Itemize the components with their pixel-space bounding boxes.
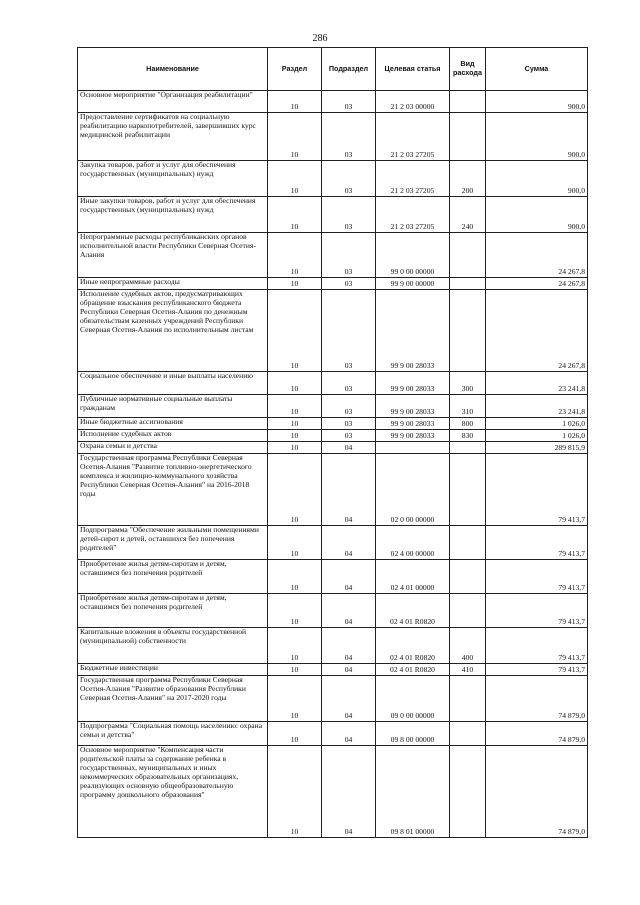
row-section: 10 [268, 372, 322, 395]
row-name: Непрограммные расходы республиканских органов исполнительной власти Республики Северная Осетия-Алания [78, 233, 268, 278]
row-section: 10 [268, 442, 322, 454]
row-expense-type [450, 290, 486, 372]
table-row [78, 278, 588, 290]
row-expense-type: 410 [450, 664, 486, 676]
row-section: 10 [268, 395, 322, 418]
row-target: 21 2 03 27205 [376, 197, 450, 233]
table-row [78, 664, 588, 676]
header-target: Целевая статья [376, 48, 450, 91]
row-section: 10 [268, 91, 322, 113]
table-row [78, 526, 588, 560]
row-subsection: 03 [322, 418, 376, 430]
row-target: 02 4 00 00000 [376, 526, 450, 560]
row-subsection: 04 [322, 594, 376, 628]
row-expense-type: 400 [450, 628, 486, 664]
row-amount: 24 267,8 [486, 290, 588, 372]
row-section: 10 [268, 430, 322, 442]
row-expense-type: 830 [450, 430, 486, 442]
row-target: 02 4 01 00000 [376, 560, 450, 594]
row-target: 99 9 00 28033 [376, 290, 450, 372]
row-name: Приобретение жилья детям-сиротам и детям, оставшимся без попечения родителей [78, 560, 268, 594]
row-amount: 900,0 [486, 197, 588, 233]
table-row [78, 290, 588, 372]
table-row [78, 454, 588, 526]
row-amount: 289 815,9 [486, 442, 588, 454]
row-amount: 79 413,7 [486, 628, 588, 664]
row-subsection: 04 [322, 628, 376, 664]
row-expense-type [450, 526, 486, 560]
row-name: Закупка товаров, работ и услуг для обеспечения государственных (муниципальных) нужд [78, 161, 268, 197]
row-section: 10 [268, 233, 322, 278]
header-name: Наименование [78, 48, 268, 91]
row-subsection: 03 [322, 161, 376, 197]
row-section: 10 [268, 722, 322, 746]
row-expense-type [450, 278, 486, 290]
row-target: 99 9 00 00000 [376, 278, 450, 290]
row-subsection: 04 [322, 454, 376, 526]
row-expense-type [450, 746, 486, 838]
row-section: 10 [268, 290, 322, 372]
row-section: 10 [268, 454, 322, 526]
table-row [78, 442, 588, 454]
row-target: 99 0 00 00000 [376, 233, 450, 278]
row-section: 10 [268, 676, 322, 722]
row-section: 10 [268, 113, 322, 161]
table-row [78, 372, 588, 395]
row-expense-type [450, 560, 486, 594]
row-expense-type [450, 676, 486, 722]
row-subsection: 04 [322, 722, 376, 746]
row-name: Иные непрограммные расходы [78, 278, 268, 290]
row-target: 21 2 03 27205 [376, 113, 450, 161]
row-amount: 79 413,7 [486, 454, 588, 526]
row-name: Охрана семьи и детства [78, 442, 268, 454]
row-section: 10 [268, 560, 322, 594]
row-amount: 23 241,8 [486, 395, 588, 418]
table-row [78, 395, 588, 418]
row-target: 02 4 01 R0820 [376, 664, 450, 676]
row-amount: 74 879,0 [486, 746, 588, 838]
budget-table [77, 47, 588, 838]
row-section: 10 [268, 161, 322, 197]
row-subsection: 04 [322, 676, 376, 722]
row-subsection: 04 [322, 526, 376, 560]
row-name: Социальное обеспечение и иные выплаты населению [78, 372, 268, 395]
row-amount: 900,0 [486, 113, 588, 161]
row-subsection: 04 [322, 560, 376, 594]
table-row [78, 746, 588, 838]
row-name: Подпрограмма "Обеспечение жильными помещениями детей-сирот и детей, оставшихся без попечения родителей" [78, 526, 268, 560]
row-amount: 24 267,8 [486, 278, 588, 290]
row-subsection: 03 [322, 91, 376, 113]
row-amount: 1 026,0 [486, 430, 588, 442]
table-row [78, 113, 588, 161]
row-name: Бюджетные инвестиции [78, 664, 268, 676]
row-name: Предоставление сертификатов на социальную реабилитацию наркопотребителей, завершивших курс медицинской реабилитации [78, 113, 268, 161]
table-row [78, 161, 588, 197]
row-section: 10 [268, 418, 322, 430]
row-expense-type: 310 [450, 395, 486, 418]
row-expense-type [450, 454, 486, 526]
row-subsection: 03 [322, 430, 376, 442]
row-target: 21 2 03 27205 [376, 161, 450, 197]
row-target: 99 9 00 28033 [376, 372, 450, 395]
table-row [78, 418, 588, 430]
row-expense-type [450, 442, 486, 454]
row-name: Приобретение жилья детям-сиротам и детям, оставшимся без попечения родителей [78, 594, 268, 628]
row-target [376, 442, 450, 454]
row-name: Публичные нормативные социальные выплаты гражданам [78, 395, 268, 418]
row-target: 99 9 00 28033 [376, 395, 450, 418]
row-subsection: 03 [322, 278, 376, 290]
row-amount: 900,0 [486, 91, 588, 113]
row-subsection: 03 [322, 233, 376, 278]
row-amount: 23 241,8 [486, 372, 588, 395]
row-target: 09 8 00 00000 [376, 722, 450, 746]
header-amount: Сумма [486, 48, 588, 91]
row-name: Иные бюджетные ассигнования [78, 418, 268, 430]
row-expense-type [450, 113, 486, 161]
row-amount: 1 026,0 [486, 418, 588, 430]
row-target: 09 0 00 00000 [376, 676, 450, 722]
row-name: Подпрограмма "Социальная помощь населению: охрана семьи и детства" [78, 722, 268, 746]
row-subsection: 03 [322, 290, 376, 372]
table-header-row [78, 48, 588, 91]
row-section: 10 [268, 278, 322, 290]
row-expense-type: 800 [450, 418, 486, 430]
row-expense-type: 240 [450, 197, 486, 233]
table-body [78, 91, 588, 838]
row-subsection: 04 [322, 664, 376, 676]
row-name: Государственная программа Республики Северная Осетия-Алания "Развитие образования Республики Северная Осетия-Алания" на 2017-2020 годы [78, 676, 268, 722]
row-expense-type: 300 [450, 372, 486, 395]
row-name: Капитальные вложения в объекты государственной (муниципальной) собственности [78, 628, 268, 664]
table-row [78, 430, 588, 442]
page-number: 286 [312, 33, 328, 44]
table-row [78, 197, 588, 233]
row-target: 99 9 00 28033 [376, 418, 450, 430]
row-subsection: 03 [322, 372, 376, 395]
row-amount: 79 413,7 [486, 594, 588, 628]
row-target: 02 4 01 R0820 [376, 594, 450, 628]
table-row [78, 233, 588, 278]
row-target: 99 9 00 28033 [376, 430, 450, 442]
row-section: 10 [268, 526, 322, 560]
row-amount: 79 413,7 [486, 664, 588, 676]
row-amount: 79 413,7 [486, 526, 588, 560]
row-expense-type [450, 594, 486, 628]
row-section: 10 [268, 628, 322, 664]
row-section: 10 [268, 594, 322, 628]
row-amount: 24 267,8 [486, 233, 588, 278]
row-target: 21 2 03 00000 [376, 91, 450, 113]
table-row [78, 628, 588, 664]
row-amount: 900,0 [486, 161, 588, 197]
table-row [78, 676, 588, 722]
header-expense-type: Вид расхода [450, 48, 486, 91]
table-row [78, 594, 588, 628]
row-section: 10 [268, 197, 322, 233]
table-row [78, 560, 588, 594]
row-subsection: 04 [322, 442, 376, 454]
row-name: Иные закупки товаров, работ и услуг для обеспечения государственных (муниципальных) нужд [78, 197, 268, 233]
row-name: Основное мероприятие "Организация реабилитации" [78, 91, 268, 113]
header-section: Раздел [268, 48, 322, 91]
row-target: 02 0 00 00000 [376, 454, 450, 526]
row-section: 10 [268, 746, 322, 838]
row-name: Исполнение судебных актов, предусматривающих обращение взыскания республиканского бюджета Республики Северная Осетия-Алания по денежным обязательствам казенных учреждений Республики Северная Осетия-Алания по исполнительным листам [78, 290, 268, 372]
row-subsection: 03 [322, 197, 376, 233]
row-subsection: 03 [322, 113, 376, 161]
row-expense-type: 200 [450, 161, 486, 197]
row-amount: 74 879,0 [486, 676, 588, 722]
row-target: 09 8 01 00000 [376, 746, 450, 838]
row-target: 02 4 01 R0820 [376, 628, 450, 664]
table-row [78, 722, 588, 746]
row-expense-type [450, 91, 486, 113]
row-subsection: 03 [322, 395, 376, 418]
row-name: Государственная программа Республики Северная Осетия-Алания "Развитие топливно-энергетического комплекса и жилищно-коммунального хозяйства Республики Северная Осетия-Алания" на 2016-2018 годы [78, 454, 268, 526]
header-subsection: Подраздел [322, 48, 376, 91]
row-expense-type [450, 233, 486, 278]
row-amount: 79 413,7 [486, 560, 588, 594]
row-subsection: 04 [322, 746, 376, 838]
table-row [78, 91, 588, 113]
row-name: Исполнение судебных актов [78, 430, 268, 442]
row-section: 10 [268, 664, 322, 676]
row-name: Основное мероприятие "Компенсация части родительской платы за содержание ребенка в государственных, муниципальных и иных некоммерческих образовательных организациях, реализующих основную общеобразовательную программу дошкольного образования" [78, 746, 268, 838]
row-expense-type [450, 722, 486, 746]
row-amount: 74 879,0 [486, 722, 588, 746]
